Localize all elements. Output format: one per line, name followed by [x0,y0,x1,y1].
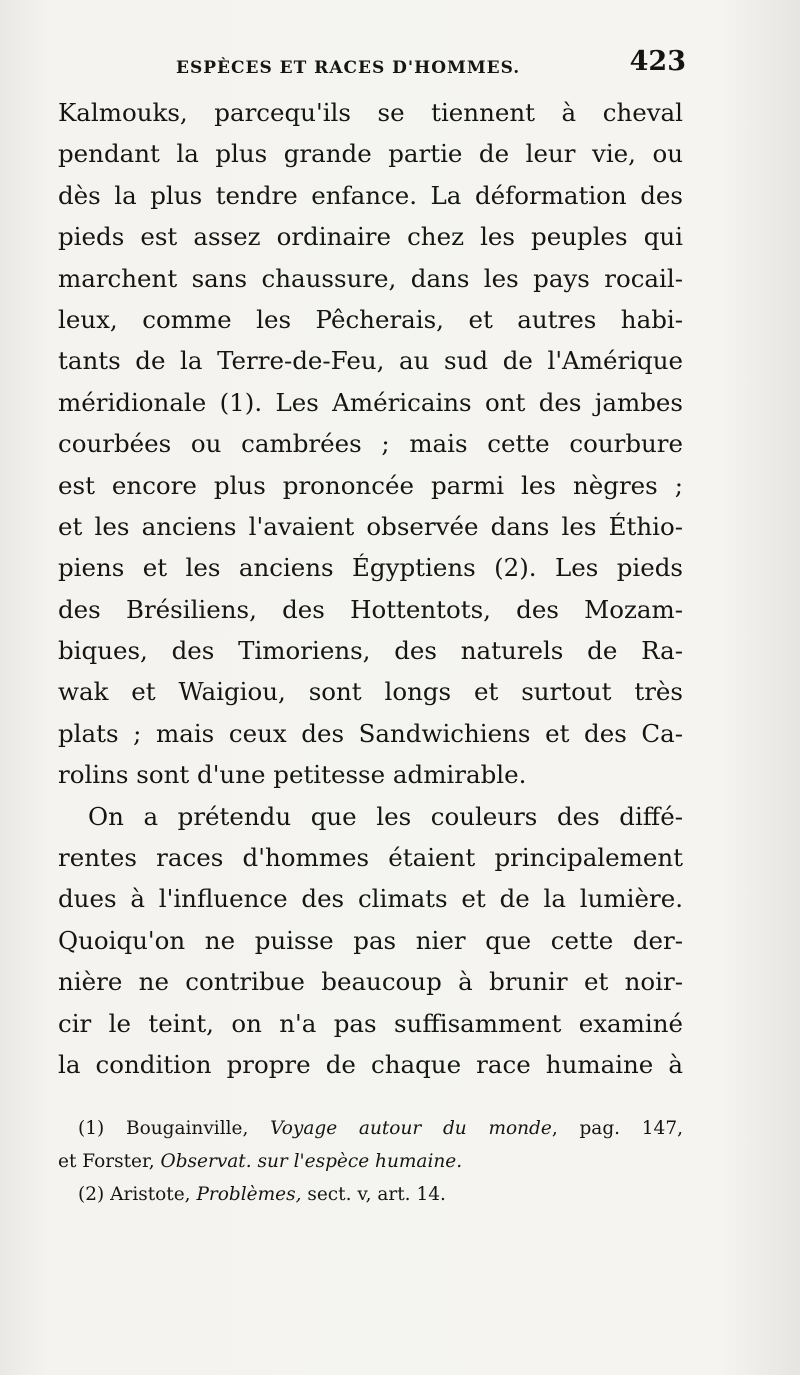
text-line: rentes races d'hommes étaient principalement [58,843,683,873]
text-line: biques, des Timoriens, des naturels de Ra- [58,636,683,666]
footnote-author: Aristote, [110,1184,191,1205]
text-line: méridionale (1). Les Américains ont des jambes [58,387,683,417]
text-line: Quoiqu'on ne puisse pas nier que cette der- [58,925,683,955]
footnote-reference: , pag. 147, [551,1118,683,1139]
footnote-work-title: Voyage autour du monde [270,1118,552,1139]
body-text [58,92,683,1085]
text-line: tants de la Terre-de-Feu, au sud de l'Amérique [58,346,683,376]
text-line: courbées ou cambrées ; mais cette courbure [58,429,683,459]
running-title: ESPÈCES ET RACES D'HOMMES. [176,58,521,78]
text-line: wak et Waigiou, sont longs et surtout très [58,677,683,707]
text-line: marchent sans chaussure, dans les pays rocail- [58,263,683,293]
page-header [176,46,686,86]
footnote-2 [58,1178,683,1211]
text-line: nière ne contribue beaucoup à brunir et noir- [58,967,683,997]
page-number: 423 [629,46,686,77]
text-line: la condition propre de chaque race humaine à [58,1049,683,1079]
text-line: pieds est assez ordinaire chez les peuples qui [58,222,683,252]
text-line: dès la plus tendre enfance. La déformation des [58,180,683,210]
text-line: cir le teint, on n'a pas suffisamment examiné [58,1008,683,1038]
footnote-author: Bougainville, [125,1118,249,1139]
footnote-work-title: Problèmes, [196,1184,302,1205]
footnote-reference: sect. v, art. 14. [307,1184,446,1205]
footnote-1 [58,1112,683,1145]
text-line: Kalmouks, parcequ'ils se tiennent à cheval [58,98,683,127]
text-line: dues à l'influence des climats et de la lumière. [58,884,683,914]
footnote-work-title: Observat. sur l'espèce humaine. [160,1151,463,1172]
text-line: On a prétendu que les couleurs des diffé- [88,801,683,831]
text-line: plats ; mais ceux des Sandwichiens et des Ca- [58,718,683,748]
text-line: et les anciens l'avaient observée dans les Éthio- [58,511,683,541]
footnote-author: et Forster, [58,1151,155,1172]
footnote-1-continuation [58,1145,683,1178]
text-line: piens et les anciens Égyptiens (2). Les pieds [58,553,683,583]
footnote-marker: (1) [78,1118,105,1139]
footnotes [58,1112,683,1211]
text-line: leux, comme les Pêcherais, et autres habi- [58,304,683,334]
text-line: des Brésiliens, des Hottentots, des Mozam- [58,594,683,624]
text-line: rolins sont d'une petitesse admirable. [58,760,527,790]
text-line: est encore plus prononcée parmi les nègres ; [58,470,683,500]
footnote-marker: (2) [78,1184,105,1205]
text-line: pendant la plus grande partie de leur vie, ou [58,139,683,169]
